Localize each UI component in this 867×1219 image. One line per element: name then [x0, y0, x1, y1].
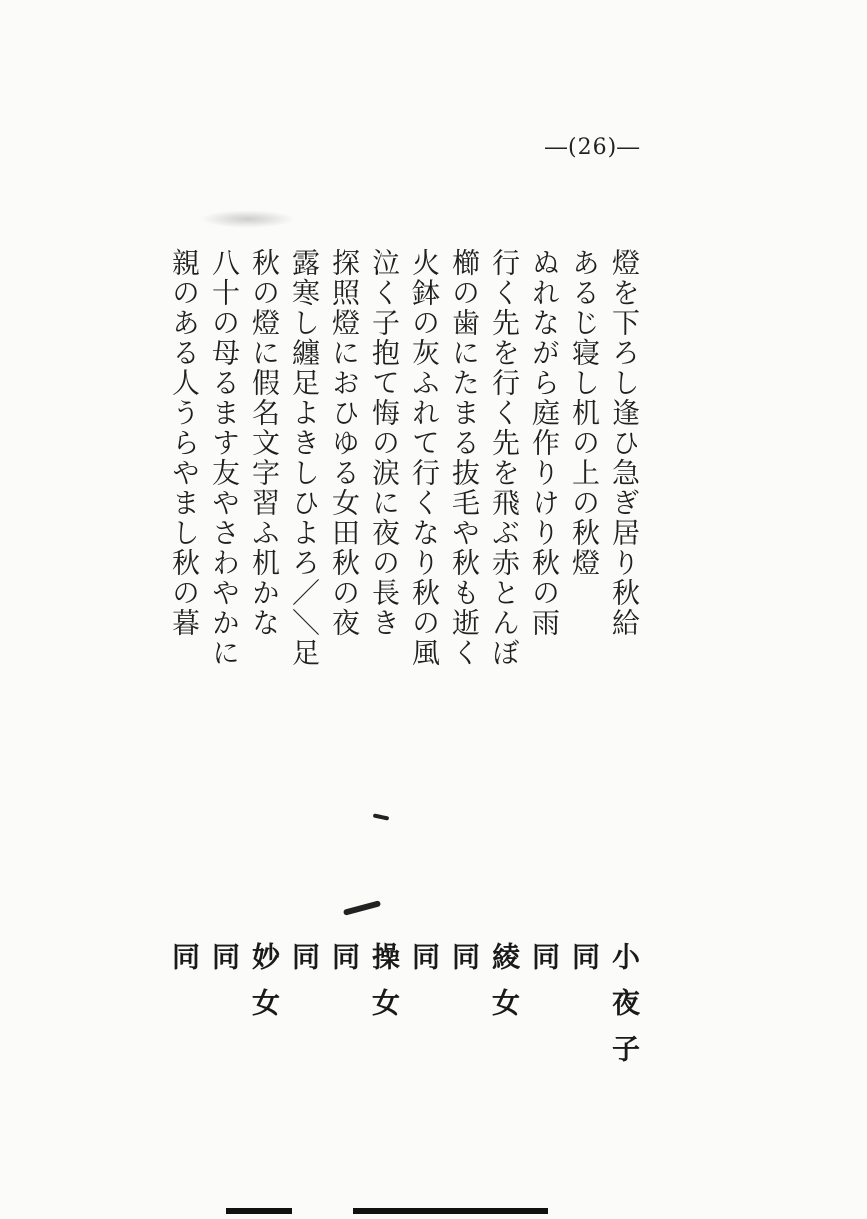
author-name: 同: [528, 942, 561, 988]
haiku-line: 櫛の歯にたまる抜毛や秋も逝く: [448, 248, 481, 668]
haiku-line: 秋の燈に假名文字習ふ机かな: [248, 248, 281, 638]
haiku-line: 泣く子抱て悔の涙に夜の長き: [368, 248, 401, 638]
author-name: 同: [168, 942, 201, 988]
haiku-line: 行く先を行く先を飛ぶ赤とんぼ: [488, 248, 521, 668]
author-name: 妙女: [248, 942, 281, 1034]
author-name: 操女: [368, 942, 401, 1034]
ink-smudge: [200, 210, 295, 228]
ink-mark: [343, 900, 381, 916]
haiku-line: 露寒し纏足よきしひよろ／＼足: [288, 248, 321, 668]
author-name: 同: [408, 942, 441, 988]
ink-mark: [373, 813, 389, 820]
page-number: ―(26)―: [545, 135, 641, 160]
haiku-line: 燈を下ろし逢ひ急ぎ居り秋給: [608, 248, 641, 638]
author-name: 同: [448, 942, 481, 988]
haiku-line: あるじ寝し机の上の秋燈: [568, 248, 601, 578]
author-column-block: [167, 942, 641, 1080]
page-edge-bar: [353, 1208, 548, 1214]
author-name: 綾女: [488, 942, 521, 1034]
page-edge-bar: [226, 1208, 292, 1214]
author-name: 同: [568, 942, 601, 988]
haiku-line: 火鉢の灰ふれて行くなり秋の風: [408, 248, 441, 668]
author-name: 小夜子: [608, 942, 641, 1080]
haiku-column-block: [167, 248, 641, 668]
author-name: 同: [288, 942, 321, 988]
haiku-line: 八十の母るます友やさわやかに: [208, 248, 241, 668]
author-name: 同: [208, 942, 241, 988]
haiku-line: 親のある人うらやまし秋の暮: [168, 248, 201, 638]
haiku-line: 探照燈におひゆる女田秋の夜: [328, 248, 361, 638]
haiku-line: ぬれながら庭作りけり秋の雨: [528, 248, 561, 638]
author-name: 同: [328, 942, 361, 988]
